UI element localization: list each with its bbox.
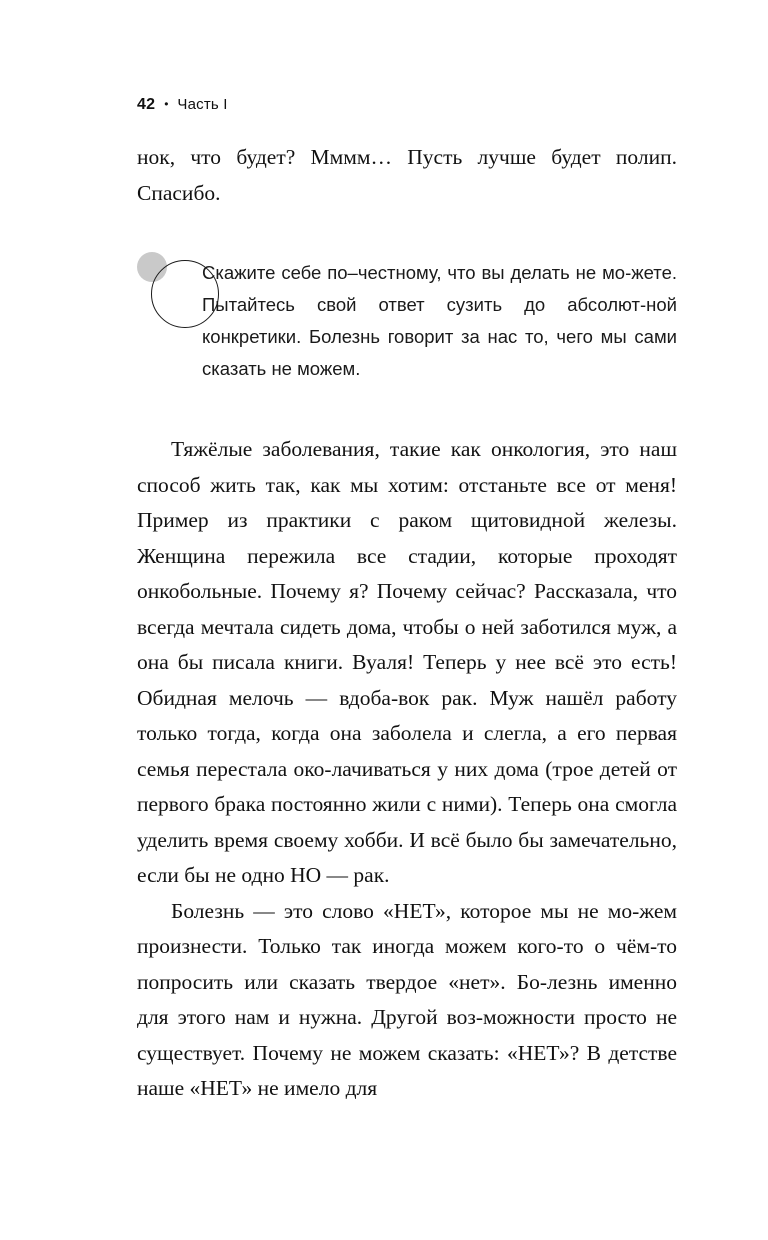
running-head-separator: • (164, 97, 169, 111)
callout-note-text: Скажите себе по–честному, что вы делать не мо-жете. Пытайтесь свой ответ сузить до абсолют-ной конкретики. Болезнь говорит за нас то, чего мы сами сказать не можем. (202, 262, 677, 379)
running-head-title: Часть I (177, 96, 228, 113)
callout-note (137, 247, 677, 397)
page-number: 42 (137, 96, 156, 113)
running-head (137, 96, 228, 114)
body-column-top (137, 140, 677, 211)
paragraph: Болезнь — это слово «НЕТ», которое мы не мо-жем произнести. Только так иногда можем кого-то о чём-то попросить или сказать твердое «нет». Бо-лезнь именно для этого нам и нужна. Другой воз-можности просто не существует. Почему не можем сказать: «НЕТ»? В детстве наше «НЕТ» не имело для (137, 898, 677, 1100)
body-column-main (137, 432, 677, 1107)
paragraph: Тяжёлые заболевания, такие как онкология, это наш способ жить так, как мы хотим: отстаньте все от меня! Пример из практики с раком щитовидной железы. Женщина пережила все стадии, которые проходят онкобольные. Почему я? Почему сейчас? Рассказала, что всегда мечтала сидеть дома, чтобы о ней заботился муж, а она бы писала книги. Вуаля! Теперь у нее всё это есть! Обидная мелочь — вдоба-вок рак. Муж нашёл работу только тогда, когда она заболела и слегла, а его первая семья перестала око-лачиваться у них дома (трое детей от первого брака постоянно жили с ними). Теперь она смогла уделить время своему хобби. И всё было бы замечательно, если бы не одно НО — рак. (137, 437, 677, 887)
continued-paragraph: нок, что будет? Мммм… Пусть лучше будет полип. Спасибо. (137, 145, 677, 205)
